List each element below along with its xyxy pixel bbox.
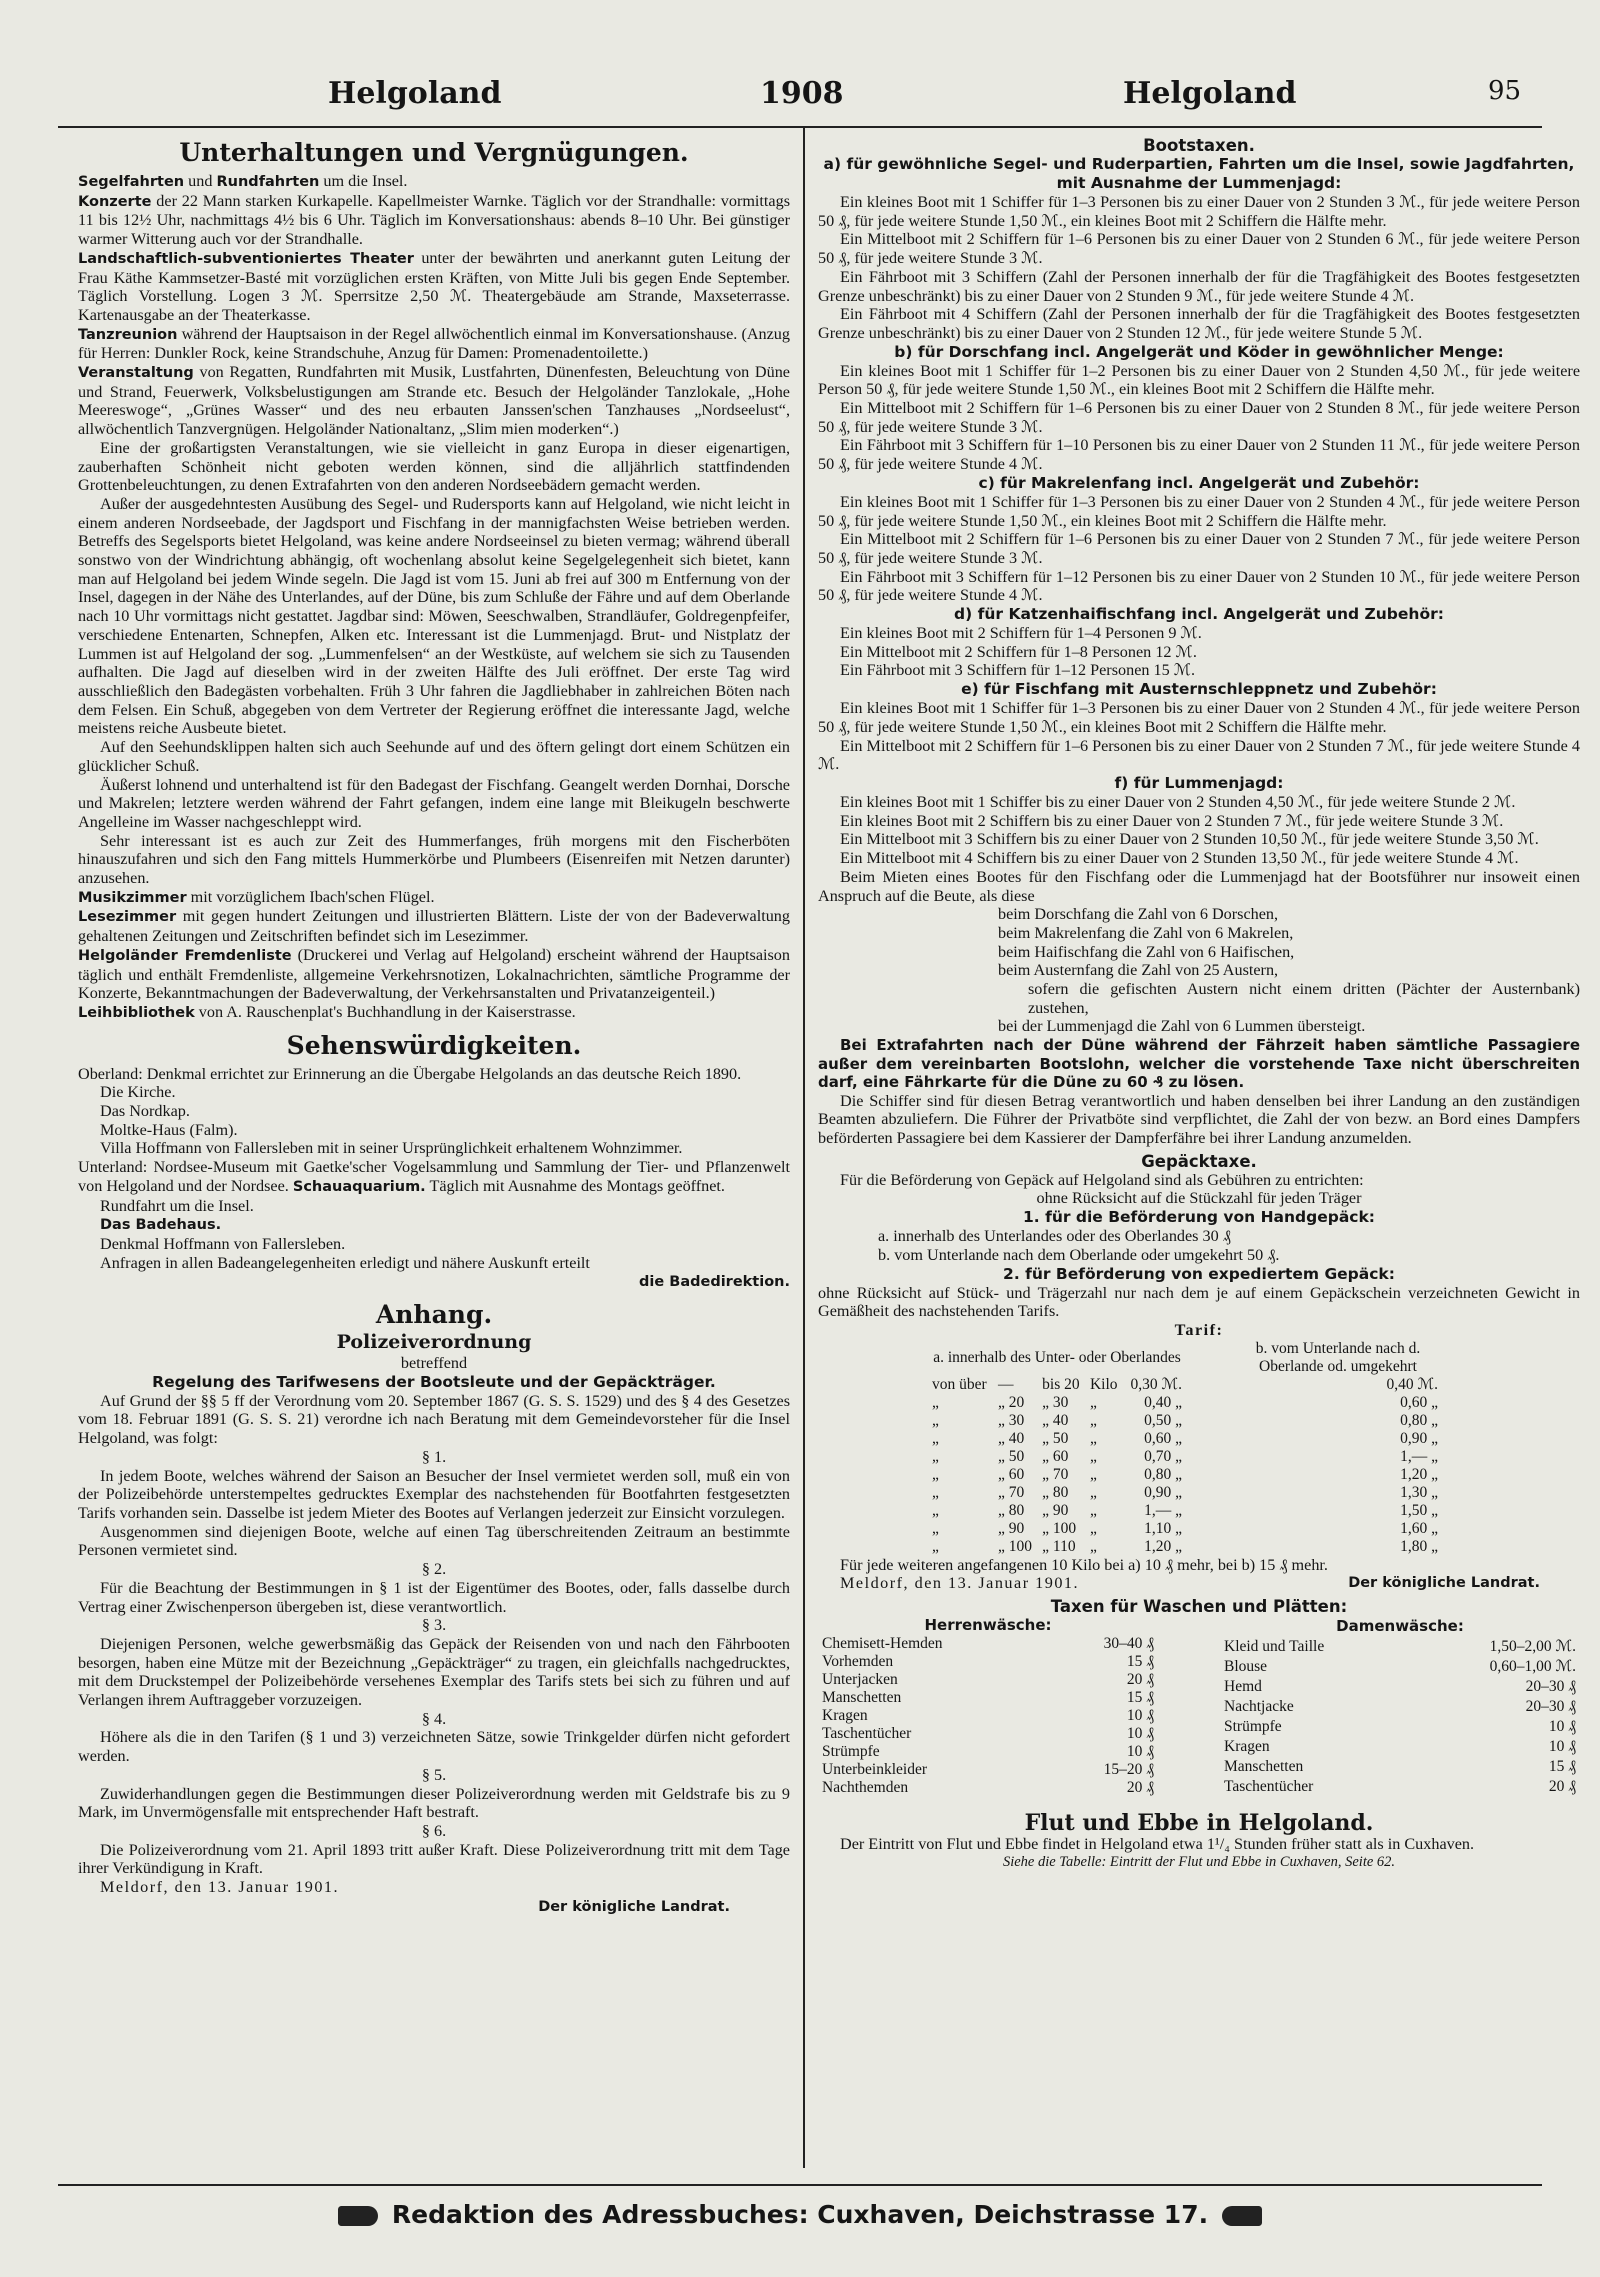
section-title-sights: Sehenswürdigkeiten. — [286, 1030, 582, 1060]
section-5: § 5. — [421, 1765, 447, 1784]
tides-text: Der Eintritt von Flut und Ebbe findet in Helgoland etwa 1¹/₄ Stunden früher statt als in Cuxhaven. — [840, 1834, 1475, 1853]
table-row — [1220, 1757, 1580, 1777]
tariff-cell-pb: 0,60 „ — [1400, 1393, 1438, 1411]
laundry-price: 20 ₰ — [1126, 1778, 1154, 1796]
tariff-cell-a: „ 30 — [997, 1411, 1025, 1429]
signature-place-date: Meldorf, den 13. Januar 1901. — [100, 1878, 340, 1897]
tariff-cell-pa: 0,60 „ — [1144, 1429, 1182, 1447]
tariff-cell-von: „ — [932, 1429, 939, 1447]
fares-e-2: Ein Mittelboot mit 2 Schiffern für 1–6 Personen bis zu einer Dauer von 2 Stunden 7 ℳ., für jede weitere Stunde 4 ℳ. — [818, 736, 1580, 774]
laundry-item: Unterbeinkleider — [822, 1760, 928, 1778]
table-row — [818, 1653, 1158, 1671]
unterland-text: Unterland: Nordsee-Museum mit Gaetke'scher Vogelsammlung und Sammlung der Tier- und Pflanzenwelt von Helgoland und der Nordsee. Schauaquarium. Täglich mit Ausnahme des Montags geöffnet. — [78, 1158, 790, 1195]
signature-place-date: Meldorf, den 13. Januar 1901. — [840, 1574, 1080, 1593]
tariff-cell-pb: 1,80 „ — [1400, 1537, 1438, 1555]
page-number: 95 — [1488, 76, 1522, 106]
tariff-cell-bis: „ 110 — [1042, 1537, 1076, 1555]
section-4: § 4. — [421, 1709, 447, 1728]
appendix-title: Anhang. — [375, 1300, 493, 1330]
fares-c-3: Ein Fährboot mit 3 Schiffern für 1–12 Personen bis zu einer Dauer von 2 Stunden 10 ℳ., für jede weitere Person 50 ₰, für jede weitere Stunde 4 ℳ. — [818, 567, 1580, 605]
grotto-paragraph: Eine der großartigsten Veranstaltungen, wie sie vielleicht in ganz Europa in dieser eigenartigen, zauberhaften Schönheit nicht geboten werden können, sind die alljährlich stattfindenden Grottenbeleuchtungen, zu denen Extrafahrten von den anderen Nordseebädern gemacht werden. — [78, 438, 790, 495]
header-rule — [58, 126, 1542, 128]
tariff-col-a-header: a. innerhalb des Unter- oder Oberlandes — [933, 1348, 1181, 1366]
regulation-title: Regelung des Tarifwesens der Bootsleute und der Gepäckträger. — [152, 1372, 716, 1391]
luggage-intro: Für die Beförderung von Gepäck auf Helgoland sind als Gebühren zu entrichten: — [840, 1170, 1364, 1189]
oberland-item: Moltke-Haus (Falm). — [100, 1120, 238, 1139]
tariff-cell-pb: 1,30 „ — [1400, 1483, 1438, 1501]
footer-text: Redaktion des Adressbuches: Cuxhaven, Deichstrasse 17. — [391, 2200, 1209, 2229]
catch-rule-item: bei der Lummenjagd die Zahl von 6 Lummen übersteigt. — [998, 1017, 1366, 1036]
table-row — [818, 1743, 1158, 1761]
table-row — [1220, 1637, 1580, 1657]
fares-f-1: Ein kleines Boot mit 1 Schiffer bis zu einer Dauer von 2 Stunden 4,50 ℳ., für jede weitere Stunde 2 ℳ. — [840, 792, 1516, 811]
tariff-cell-bis: „ 50 — [1042, 1429, 1069, 1447]
tariff-cell-von: „ — [932, 1519, 939, 1537]
fares-d-2: Ein Mittelboot mit 2 Schiffern für 1–8 Personen 12 ℳ. — [840, 642, 1197, 661]
section-2-text: Für die Beachtung der Bestimmungen in § 1 ist der Eigentümer des Bootes, oder, falls dasselbe durch Vertrag einer Zwischenperson übergeben ist, diese verantwortlich. — [78, 1578, 790, 1616]
additional-weight-text: Für jede weiteren angefangenen 10 Kilo bei a) 10 ₰ mehr, bei b) 15 ₰ mehr. — [840, 1555, 1328, 1574]
tariff-cell-a: „ 100 — [997, 1537, 1032, 1555]
section-1-text-b: Ausgenommen sind diejenigen Boote, welche auf einen Tag überschreitenden Zeitraum an bestimmte Personen vermietet sind. — [78, 1522, 790, 1560]
tariff-cell-pb: 0,40 ℳ. — [1386, 1375, 1438, 1393]
fares-a-heading: a) für gewöhnliche Segel- und Ruderpartien, Fahrten um die Insel, sowie Jagdfahrten, mit Ausnahme der Lummenjagd: — [823, 155, 1575, 192]
catch-rule-item: beim Haifischfang die Zahl von 6 Haifischen, — [998, 942, 1295, 961]
extra-trips-notice: Bei Extrafahrten nach der Düne während der Fährzeit haben sämtliche Passagiere außer dem vereinbarten Bootslohn, welcher die vorstehende Taxe nicht überschreiten darf, eine Fährkarte für die Düne zu 60 ₰ zu lösen. — [818, 1036, 1580, 1092]
fishing-paragraph: Äußerst lohnend und unterhaltend ist für den Badegast der Fischfang. Geangelt werden Dornhai, Dorsche und Makrelen; letztere werden während der Fahrt gefangen, indem eine lange mit Bleikugeln beschwerte Angelleine im Wasser nachgeschleppt wird. — [78, 775, 790, 831]
table-row — [818, 1689, 1158, 1707]
tariff-cell-pa: 0,30 ℳ. — [1130, 1375, 1182, 1393]
section-3-text: Diejenigen Personen, welche gewerbsmäßig das Gepäck der Reisenden von und nach den Fährbooten besorgen, haben eine Mütze mit der Bezeichnung „Gepäckträger“ zu tragen, ein gleichfalls nachgedrucktes, mit dem Druckstempel der Polizeibehörde versehenes Exemplar des Tarifs stets bei sich zu führen und auf Verlangen ihrem Auftraggeber vorzuzeigen. — [78, 1634, 790, 1710]
laundry-price: 10 ₰ — [1548, 1717, 1576, 1735]
laundry-item: Unterjacken — [822, 1670, 898, 1688]
tariff-cell-a: „ 40 — [997, 1429, 1025, 1447]
tariff-cell-a: — — [997, 1375, 1014, 1393]
events-text: Veranstaltung von Regatten, Rundfahrten mit Musik, Lustfahrten, Dünenfesten, Beleuchtung von Düne und Strand, Feuerwerk, Volksbelustigungen am Strande etc. Besuch der Helgoländer Tanzlokale, „Hohe Meereswoge“, „Grünes Wasser“ und des neu erbauten Janssen'schen Tanzhauses „Nordseelust“, allwöchentlich Tanzvergnügen. Helgoländer Nationaltanz, „Slim mien moderken“.) — [78, 363, 790, 439]
tariff-cell-a: „ 80 — [997, 1501, 1025, 1519]
catch-rule-text: Beim Mieten eines Bootes für den Fischfang oder die Lummenjagd hat der Bootsführer nur insoweit einen Anspruch auf die Beute, als diese — [818, 867, 1580, 905]
fares-e-heading: e) für Fischfang mit Austernschleppnetz und Zubehör: — [961, 680, 1437, 699]
tariff-cell-pa: 0,40 „ — [1144, 1393, 1182, 1411]
table-row — [1220, 1697, 1580, 1717]
laundry-price: 1,50–2,00 ℳ. — [1489, 1637, 1576, 1655]
police-ordinance-title: Polizeiverordnung — [336, 1331, 532, 1354]
womens-laundry-heading: Damenwäsche: — [1336, 1617, 1464, 1636]
tariff-cell-bis: „ 30 — [1042, 1393, 1069, 1411]
laundry-tables — [818, 1616, 1580, 1797]
laundry-price: 10 ₰ — [1548, 1737, 1576, 1755]
boat-fares-title: Bootstaxen. — [1143, 136, 1255, 155]
table-row — [1220, 1737, 1580, 1757]
table-row — [928, 1430, 1442, 1448]
fares-d-3: Ein Fährboot mit 3 Schiffern für 1–12 Personen 15 ℳ. — [840, 661, 1196, 680]
seals-paragraph: Auf den Seehundsklippen halten sich auch Seehunde auf und des öftern gelingt dort einem Schützen ein glücklicher Schuß. — [78, 738, 790, 775]
fares-b-1: Ein kleines Boot mit 1 Schiffer für 1–2 Personen bis zu einer Dauer von 2 Stunden 4,50 ℳ., für jede weitere Person 50 ₰, für jede weitere Stunde 1,50 ℳ., ein kleines Boot mit 2 Schiffern die Hälfte mehr. — [818, 361, 1580, 399]
tariff-cell-k: „ — [1089, 1429, 1097, 1447]
tariff-cell-k: „ — [1089, 1447, 1097, 1465]
tariff-cell-k: Kilo — [1089, 1375, 1118, 1393]
section-1: § 1. — [421, 1447, 447, 1466]
laundry-item: Vorhemden — [822, 1652, 894, 1670]
table-row — [1220, 1777, 1580, 1797]
sports-paragraph: Außer der ausgedehntesten Ausübung des Segel- und Rudersports kann auf Helgoland, wie nicht leicht in einem anderen Nordseebade, der Jagdsport und Fischfang in der mannigfachsten Weise betrieben werden. Betreffs des Segelsports bietet Helgoland, was keine andere Nordseeinsel zu bieten vermag; während überall sonstwo von der Windrichtung abhängig, oft wochenlang absolut keine Segelgelegenheit sich bietet, kann man auf Helgoland bei jedem Winde segeln. Die Jagd ist vom 15. Juni ab frei auf 300 m Entfernung von der Insel, dagegen in der Nähe des Unterlandes, auf der Düne, bis zum Schluße der Fähre und auf dem Oberlande nach 10 Uhr vormittags nicht gestattet. Jagdbar sind: Möwen, Seeschwalben, Strandläufer, Goldregenpfeifer, verschiedene Entenarten, Schnepfen, Alken etc. Interessant ist die Lummenjagd. Brut- und Nistplatz der Lummen ist auf Helgoland der sog. „Lummenfelsen“ an der Westküste, auf welchem sie sich zu Tausenden aufhalten. Die Jagd auf dieselben wird in der zweiten Hälfte des Juli eröffnet. Der erste Tag wird ausschließlich den Badegästen vorbehalten. Früh 3 Uhr fahren die Jagdliebhaber in zahlreichen Böten nach dem Felsen. Ein Schuß, abgegeben von dem Vertreter der Regierung eröffnet die interessante Jagd, welche meistens reiche Ausbeute bietet. — [78, 494, 790, 738]
tariff-cell-bis: „ 90 — [1042, 1501, 1069, 1519]
tariff-cell-bis: „ 80 — [1042, 1483, 1069, 1501]
laundry-price: 15 ₰ — [1126, 1652, 1154, 1670]
luggage-per-carrier: ohne Rücksicht auf die Stückzahl für jeden Träger — [1036, 1189, 1362, 1208]
laundry-item: Hemd — [1224, 1677, 1262, 1695]
bath-direction: die Badedirektion. — [639, 1274, 790, 1291]
luggage-fares-title: Gepäcktaxe. — [1141, 1151, 1257, 1171]
laundry-price: 15 ₰ — [1126, 1688, 1154, 1706]
fares-a-1: Ein kleines Boot mit 1 Schiffer für 1–3 Personen bis zu einer Dauer von 2 Stunden 3 ℳ., für jede weitere Person 50 ₰, für jede weitere Stunde 1,50 ℳ., ein kleines Boot mit 2 Schiffern die Hälfte mehr. — [818, 193, 1580, 230]
section-6-text: Die Polizeiverordnung vom 21. April 1893 tritt außer Kraft. Diese Polizeiverordnung tritt mit dem Tage ihrer Verkündigung in Kraft. — [78, 1840, 790, 1878]
tariff-cell-a: „ 60 — [997, 1465, 1025, 1483]
tariff-cell-bis: „ 100 — [1042, 1519, 1077, 1537]
tides-reference: Siehe die Tabelle: Eintritt der Flut und Ebbe in Cuxhaven, Seite 62. — [1002, 1854, 1396, 1871]
laundry-item: Taschentücher — [1224, 1777, 1314, 1795]
header-right: Helgoland — [1123, 76, 1297, 111]
left-column — [78, 136, 790, 1916]
laundry-price: 20–30 ₰ — [1525, 1697, 1576, 1715]
laundry-price: 10 ₰ — [1126, 1706, 1154, 1724]
fares-f-4: Ein Mittelboot mit 4 Schiffern bis zu einer Dauer von 2 Stunden 13,50 ℳ., für jede weitere Stunde 4 ℳ. — [840, 849, 1519, 868]
table-row — [818, 1707, 1158, 1725]
laundry-price: 10 ₰ — [1126, 1742, 1154, 1760]
footer-rule — [58, 2184, 1542, 2186]
oberland-item: Die Kirche. — [100, 1083, 176, 1102]
concerning-text: betreffend — [400, 1354, 468, 1373]
right-column — [818, 136, 1580, 1872]
fares-a-4: Ein Fährboot mit 4 Schiffern (Zahl der Personen innerhalb der für die Tragfähigkeit des Bootes festgesetzten Grenze unbeschränkt) bis zu einer Dauer von 2 Stunden 12 ℳ., für jede weitere Stunde 5 ℳ. — [818, 305, 1580, 342]
laundry-item: Chemisett-Hemden — [822, 1634, 943, 1652]
monument-text: Denkmal Hoffmann von Fallersleben. — [100, 1234, 346, 1253]
table-row — [818, 1725, 1158, 1743]
concerts-text: Konzerte der 22 Mann starken Kurkapelle. Kapellmeister Warnke. Täglich vor der Strandhalle: vormittags 11 bis 12½ Uhr, nachmittags 4½ bis 6 Uhr. Täglich im Konversationshaus: abends 8–10 Uhr. Bei günstiger warmer Witterung auch vor der Strandhalle. — [78, 191, 790, 249]
table-row — [818, 1671, 1158, 1689]
laundry-price: 20 ₰ — [1126, 1670, 1154, 1688]
oberland-item: Das Nordkap. — [100, 1102, 190, 1121]
table-row — [928, 1538, 1442, 1556]
table-row — [928, 1520, 1442, 1538]
laundry-item: Nachthemden — [822, 1778, 909, 1796]
tariff-cell-pb: 0,90 „ — [1400, 1429, 1438, 1447]
table-row — [928, 1412, 1442, 1430]
laundry-item: Manschetten — [1224, 1757, 1304, 1775]
tariff-cell-pa: 0,70 „ — [1144, 1447, 1182, 1465]
fares-d-heading: d) für Katzenhaifischfang incl. Angelgerät und Zubehör: — [954, 605, 1444, 624]
pointing-hand-icon — [338, 2206, 378, 2226]
header-left: Helgoland — [328, 76, 502, 111]
page-header — [18, 58, 1582, 118]
fares-e-1: Ein kleines Boot mit 1 Schiffer für 1–3 Personen bis zu einer Dauer von 2 Stunden 4 ℳ., für jede weitere Person 50 ₰, für jede weitere Stunde 1,50 ℳ., ein kleines Boot mit 2 Schiffern die Hälfte mehr. — [818, 699, 1580, 736]
signature-landrat: Der königliche Landrat. — [538, 1898, 730, 1915]
laundry-item: Strümpfe — [1224, 1717, 1282, 1735]
tariff-cell-pb: 1,— „ — [1400, 1447, 1438, 1465]
laundry-price: 30–40 ₰ — [1103, 1634, 1154, 1652]
laundry-item: Strümpfe — [822, 1742, 880, 1760]
tariff-cell-pa: 0,80 „ — [1144, 1465, 1182, 1483]
section-4-text: Höhere als die in den Tarifen (§ 1 und 3) verzeichneten Sätze, sowie Trinkgelder dürfen nicht gefordert werden. — [78, 1728, 790, 1766]
table-header-row — [928, 1340, 1442, 1376]
fares-c-heading: c) für Makrelenfang incl. Angelgerät und Zubehör: — [978, 473, 1420, 492]
laundry-price: 15 ₰ — [1548, 1757, 1576, 1775]
fares-f-2: Ein kleines Boot mit 2 Schiffern bis zu einer Dauer von 2 Stunden 7 ℳ., für jede weitere Stunde 3 ℳ. — [840, 811, 1504, 830]
tariff-cell-k: „ — [1089, 1393, 1097, 1411]
tariff-cell-a: „ 20 — [997, 1393, 1025, 1411]
tariff-cell-pa: 1,10 „ — [1144, 1519, 1182, 1537]
mens-laundry-heading: Herrenwäsche: — [924, 1616, 1052, 1635]
catch-rule-item: sofern die gefischten Austern nicht einem dritten (Pächter der Austernbank) zustehen, — [1028, 980, 1580, 1017]
theater-text: Landschaftlich-subventioniertes Theater unter der bewährten und anerkannt guten Leitung der Frau Käthe Kammsetzer-Basté mit vorzüglichen ersten Kräften, von Mitte Juli bis gegen Ende September. Täglich Vorstellung. Logen 3 ℳ. Sperrsitze 2,50 ℳ. Theatergebäude am Strande, Maxseterrasse. Kartenausgabe an der Theaterkasse. — [78, 248, 790, 324]
skipper-duty-text: Die Schiffer sind für diesen Betrag verantwortlich und haben denselben bei ihrer Landung an den zuständigen Beamten abzuliefern. Die Führer der Privatböte sind verpflichtet, die Zahl der von bezw. an Bord eines Dampfers beförderten Passagiere bei dem Kassierer der Dampferfähre bei ihrer Landung anzumelden. — [818, 1091, 1580, 1148]
tariff-cell-k: „ — [1089, 1501, 1097, 1519]
tariff-label: Tarif: — [1174, 1320, 1224, 1339]
tariff-cell-von: „ — [932, 1465, 939, 1483]
catch-rule-item: beim Austernfang die Zahl von 25 Austern, — [998, 961, 1279, 980]
fares-d-1: Ein kleines Boot mit 2 Schiffern für 1–4 Personen 9 ℳ. — [840, 624, 1202, 643]
tariff-cell-pa: 0,90 „ — [1144, 1483, 1182, 1501]
fares-b-2: Ein Mittelboot mit 2 Schiffern für 1–6 Personen bis zu einer Dauer von 2 Stunden 8 ℳ., für jede weitere Person 50 ₰, für jede weitere Stunde 3 ℳ. — [818, 399, 1580, 436]
section-1-text: In jedem Boote, welches während der Saison an Besucher der Insel vermietet werden soll, muß ein von der Polizeibehörde unterstempeltes gedrucktes Exemplar des nachstehenden für Bootfahrten festgesetzten Tarifs vorhanden sein. Dasselbe ist jedem Mieter des Bootes auf Verlangen jederzeit zur Einsicht vorzulegen. — [78, 1466, 790, 1522]
table-row — [928, 1448, 1442, 1466]
tariff-cell-pa: 1,20 „ — [1144, 1537, 1182, 1555]
tariff-col-b-header: b. vom Unterlande nach d. Oberlande od. umgekehrt — [1255, 1339, 1421, 1375]
library-text: Leihbibliothek von A. Rauschenplat's Buchhandlung in der Kaiserstrasse. — [78, 1002, 576, 1021]
signature-landrat: Der königliche Landrat. — [1348, 1575, 1540, 1592]
tariff-cell-von: „ — [932, 1411, 939, 1429]
laundry-item: Manschetten — [822, 1688, 902, 1706]
footer-editorial — [18, 2200, 1582, 2229]
laundry-price: 0,60–1,00 ℳ. — [1489, 1657, 1576, 1675]
tariff-cell-k: „ — [1089, 1537, 1097, 1555]
laundry-item: Taschentücher — [822, 1724, 912, 1742]
laundry-item: Nachtjacke — [1224, 1697, 1294, 1715]
inquiries-text: Anfragen in allen Badeangelegenheiten erledigt und nähere Auskunft erteilt — [100, 1253, 590, 1272]
pointing-hand-icon — [1222, 2206, 1262, 2226]
laundry-item: Kleid und Taille — [1224, 1637, 1325, 1655]
document-page — [18, 18, 1582, 2259]
dance-text: Tanzreunion während der Hauptsaison in der Regel allwöchentlich einmal im Konversationshause. (Anzug für Herren: Dunkler Rock, keine Strandschuhe, Anzug für Damen: Promenadentoilette.) — [78, 324, 790, 363]
tariff-cell-pb: 1,50 „ — [1400, 1501, 1438, 1519]
sailing-text: Segelfahrten und Rundfahrten um die Insel. — [78, 172, 408, 190]
table-row — [818, 1635, 1158, 1653]
header-year: 1908 — [760, 76, 844, 111]
fares-a-2: Ein Mittelboot mit 2 Schiffern für 1–6 Personen bis zu einer Dauer von 2 Stunden 6 ℳ., für jede weitere Person 50 ₰, für jede weitere Stunde 3 ℳ. — [818, 230, 1580, 268]
tariff-cell-von: „ — [932, 1447, 939, 1465]
tariff-cell-a: „ 50 — [997, 1447, 1025, 1465]
tariff-cell-k: „ — [1089, 1411, 1097, 1429]
tariff-cell-bis: „ 70 — [1042, 1465, 1069, 1483]
tariff-cell-von: „ — [932, 1501, 939, 1519]
table-row — [928, 1394, 1442, 1412]
section-3: § 3. — [421, 1616, 447, 1635]
tariff-cell-pa: 1,— „ — [1144, 1501, 1182, 1519]
tariff-cell-von: „ — [932, 1537, 939, 1555]
tariff-cell-k: „ — [1089, 1519, 1097, 1537]
table-row — [928, 1484, 1442, 1502]
tariff-cell-von: „ — [932, 1483, 939, 1501]
table-row — [818, 1761, 1158, 1779]
fares-c-2: Ein Mittelboot mit 2 Schiffern für 1–6 Personen bis zu einer Dauer von 2 Stunden 7 ℳ., für jede weitere Person 50 ₰, für jede weitere Stunde 3 ℳ. — [818, 530, 1580, 567]
table-row — [928, 1376, 1442, 1394]
tariff-cell-pb: 1,60 „ — [1400, 1519, 1438, 1537]
signature-row — [818, 1574, 1580, 1593]
tariff-cell-bis: „ 60 — [1042, 1447, 1069, 1465]
laundry-price: 20–30 ₰ — [1525, 1677, 1576, 1695]
tariff-cell-k: „ — [1089, 1483, 1097, 1501]
tariff-cell-bis: „ 40 — [1042, 1411, 1069, 1429]
laundry-fares-title: Taxen für Waschen und Plätten: — [1050, 1597, 1348, 1617]
catch-rule-item: beim Makrelenfang die Zahl von 6 Makrelen, — [998, 923, 1294, 942]
column-divider — [803, 128, 805, 2168]
expedited-luggage-text: ohne Rücksicht auf Stück- und Trägerzahl nur nach dem je auf einem Gepäckschein verzeichneten Gewicht in Gemäßheit des nachstehenden Tarifs. — [818, 1283, 1580, 1321]
fares-c-1: Ein kleines Boot mit 1 Schiffer für 1–3 Personen bis zu einer Dauer von 2 Stunden 4 ℳ., für jede weitere Person 50 ₰, für jede weitere Stunde 1,50 ℳ., ein kleines Boot mit 2 Schiffern die Hälfte mehr. — [818, 492, 1580, 530]
tariff-cell-pa: 0,50 „ — [1144, 1411, 1182, 1429]
oberland-text: Oberland: Denkmal errichtet zur Erinnerung an die Übergabe Helgolands an das deutsche Reich 1890. — [78, 1064, 742, 1083]
womens-laundry-table — [1220, 1616, 1580, 1797]
tariff-cell-pb: 1,20 „ — [1400, 1465, 1438, 1483]
preamble-text: Auf Grund der §§ 5 ff der Verordnung vom 20. September 1867 (G. S. S. 1529) und des § 4 des Gesetzes vom 18. Februar 1891 (G. S. S. 21) verordne ich nach Beratung mit dem Gemeindevorsteher für die Insel Helgoland, was folgt: — [78, 1391, 790, 1448]
bathhouse-text: Das Badehaus. — [100, 1217, 222, 1234]
section-6: § 6. — [421, 1821, 447, 1840]
tariff-cell-k: „ — [1089, 1465, 1097, 1483]
table-row — [1220, 1677, 1580, 1697]
laundry-price: 10 ₰ — [1126, 1724, 1154, 1742]
laundry-price: 15–20 ₰ — [1103, 1760, 1154, 1778]
oberland-item: Villa Hoffmann von Fallersleben mit in seiner Ursprünglichkeit erhaltenem Wohnzimmer. — [100, 1139, 683, 1158]
round-trip-text: Rundfahrt um die Insel. — [100, 1196, 254, 1215]
tariff-cell-a: „ 90 — [997, 1519, 1025, 1537]
laundry-item: Kragen — [1224, 1737, 1270, 1755]
hand-luggage-heading: 1. für die Beförderung von Handgepäck: — [1023, 1208, 1375, 1227]
expedited-luggage-heading: 2. für Beförderung von expediertem Gepäck: — [1003, 1264, 1395, 1283]
hand-luggage-b: b. vom Unterlande nach dem Oberlande oder umgekehrt 50 ₰. — [878, 1245, 1280, 1264]
laundry-price: 20 ₰ — [1548, 1777, 1576, 1795]
fares-f-heading: f) für Lummenjagd: — [1114, 773, 1284, 792]
luggage-tariff-table — [928, 1340, 1442, 1556]
tariff-cell-bis: bis 20 — [1042, 1375, 1080, 1393]
tariff-cell-a: „ 70 — [997, 1483, 1025, 1501]
laundry-item: Blouse — [1224, 1657, 1268, 1675]
mens-laundry-table — [818, 1616, 1158, 1797]
reading-room-text: Lesezimmer mit gegen hundert Zeitungen und illustrierten Blättern. Liste der von der Badeverwaltung gehaltenen Zeitungen und Zeitschriften befindet sich im Lesezimmer. — [78, 907, 790, 946]
tariff-cell-von: von über — [932, 1375, 987, 1393]
guest-list-text: Helgoländer Fremdenliste (Druckerei und Verlag auf Helgoland) erscheint während der Hauptsaison täglich und enthält Fremdenliste, allgemeine Verkehrsnotizen, Lokalnachrichten, sämtliche Programme der Konzerte, Bekanntmachungen der Badeverwaltung, der Verkehrsanstalten und Privatanzeigenteil.) — [78, 945, 790, 1003]
lobster-paragraph: Sehr interessant ist es auch zur Zeit des Hummerfanges, früh morgens mit den Fischerböten hinauszufahren und sich den Fang mittels Hummerkörbe und Plumbeers (Eisenreifen mit Netzen darunter) anzusehen. — [78, 831, 790, 888]
table-row — [928, 1466, 1442, 1484]
tariff-cell-pb: 0,80 „ — [1400, 1411, 1438, 1429]
catch-rule-item: beim Dorschfang die Zahl von 6 Dorschen, — [998, 905, 1279, 924]
tariff-cell-von: „ — [932, 1393, 939, 1411]
laundry-item: Kragen — [822, 1706, 868, 1724]
tides-title: Flut und Ebbe in Helgoland. — [1024, 1809, 1374, 1836]
section-2: § 2. — [421, 1560, 447, 1579]
table-row — [1220, 1717, 1580, 1737]
music-room-text: Musikzimmer mit vorzüglichem Ibach'schen Flügel. — [78, 887, 435, 906]
fares-f-3: Ein Mittelboot mit 3 Schiffern bis zu einer Dauer von 2 Stunden 10,50 ℳ., für jede weitere Stunde 3,50 ℳ. — [840, 830, 1539, 849]
table-row — [928, 1502, 1442, 1520]
hand-luggage-a: a. innerhalb des Unterlandes oder des Oberlandes 30 ₰ — [878, 1227, 1231, 1246]
table-row — [1220, 1657, 1580, 1677]
section-5-text: Zuwiderhandlungen gegen die Bestimmungen dieser Polizeiverordnung werden mit Geldstrafe bis zu 9 Mark, im Unvermögensfalle mit entsprechender Haft bestraft. — [78, 1784, 790, 1822]
fares-b-3: Ein Fährboot mit 3 Schiffern für 1–10 Personen bis zu einer Dauer von 2 Stunden 11 ℳ., für jede weitere Person 50 ₰, für jede weitere Stunde 4 ℳ. — [818, 436, 1580, 474]
fares-a-3: Ein Fährboot mit 3 Schiffern (Zahl der Personen innerhalb der für die Tragfähigkeit des Bootes festgesetzten Grenze unbeschränkt) bis zu einer Dauer von 2 Stunden 9 ℳ., für jede weitere Stunde 4 ℳ. — [818, 267, 1580, 305]
section-title-entertainment: Unterhaltungen und Vergnügungen. — [179, 138, 689, 167]
fares-b-heading: b) für Dorschfang incl. Angelgerät und Köder in gewöhnlicher Menge: — [894, 342, 1504, 361]
table-row — [818, 1779, 1158, 1797]
